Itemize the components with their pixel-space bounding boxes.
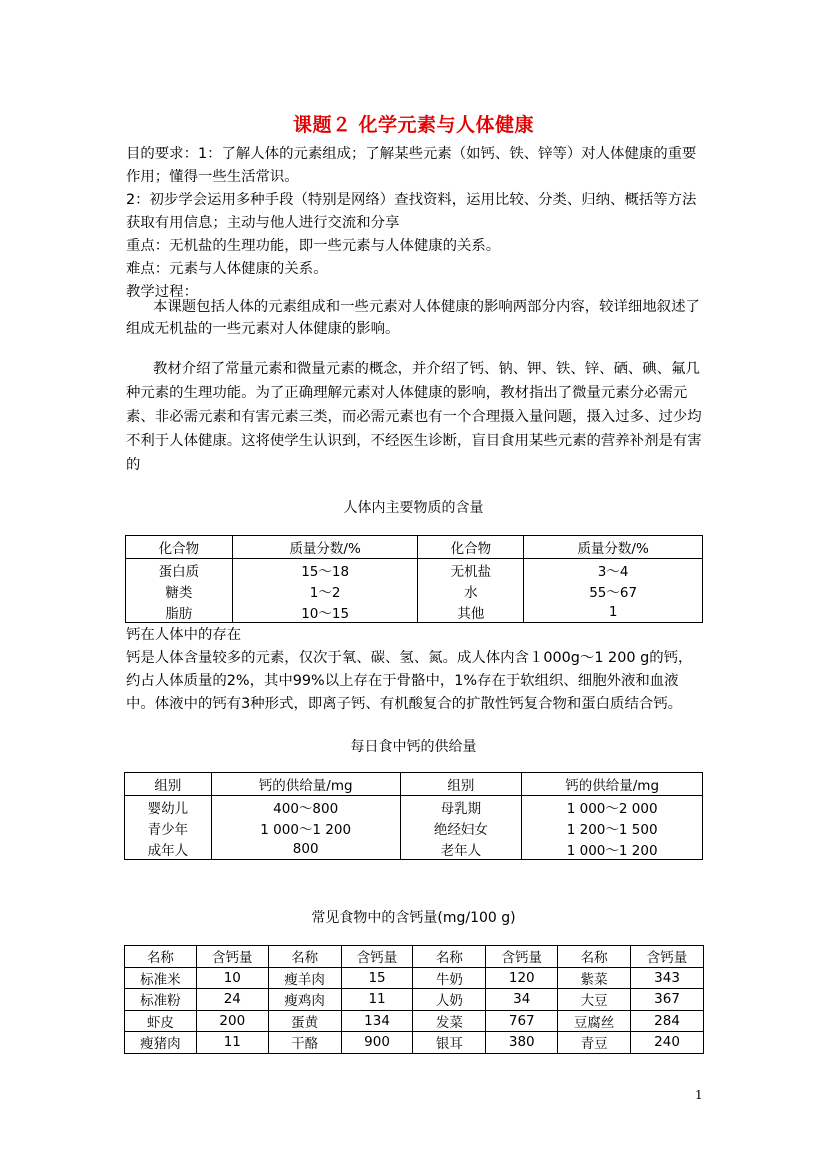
- header-cell: 钙的供给量/mg: [211, 773, 400, 796]
- food-calcium-table: [124, 945, 704, 1054]
- header-cell: 含钙量: [341, 946, 413, 968]
- table-cell: 其他: [418, 601, 524, 623]
- goal-2: 2：初步学会运用多种手段（特别是网络）查找资料，运用比较、分类、归纳、概括等方法获取有用信息；主动与他人进行交流和分享: [126, 192, 697, 231]
- table-cell: 1～2: [232, 580, 418, 601]
- header-cell: 名称: [558, 946, 631, 968]
- table-cell: 水: [418, 580, 524, 601]
- table-cell: 15～18: [232, 559, 418, 581]
- table-cell: 人奶: [413, 989, 486, 1011]
- table-cell: 1 000～2 000: [522, 796, 703, 818]
- table-row: [125, 1032, 704, 1054]
- table-cell: 400～800: [211, 796, 400, 818]
- table-cell: 牛奶: [413, 967, 486, 989]
- table-cell: 瘦猪肉: [125, 1032, 197, 1054]
- table-cell: 成年人: [125, 838, 212, 860]
- table-cell: 发菜: [413, 1010, 486, 1032]
- table1-caption: 人体内主要物质的含量: [343, 500, 484, 516]
- table-row: [126, 580, 703, 601]
- table-cell: 银耳: [413, 1032, 486, 1054]
- goal-1: 目的要求：1：了解人体的元素组成；了解某些元素（如钙、铁、锌等）对人体健康的重要作用；懂得一些生活常识。: [126, 146, 697, 185]
- table-cell: 10～15: [232, 601, 418, 623]
- table-cell: 脂肪: [126, 601, 233, 623]
- table-cell: 蛋白质: [126, 559, 233, 581]
- page-number: 1: [695, 1088, 703, 1102]
- table-header-row: [125, 946, 704, 968]
- table-cell: 1 200～1 500: [522, 817, 703, 838]
- table-cell: 标准粉: [125, 989, 197, 1011]
- table-row: [125, 1010, 704, 1032]
- header-cell: 钙的供给量/mg: [522, 773, 703, 796]
- table-cell: 284: [631, 1010, 704, 1032]
- table-cell: 200: [196, 1010, 268, 1032]
- table-header-row: [126, 536, 703, 559]
- table-cell: 干酪: [268, 1032, 341, 1054]
- table-cell: 134: [341, 1010, 413, 1032]
- table-cell: 800: [211, 838, 400, 860]
- intro-paragraph: 本课题包括人体的元素组成和一些元素对人体健康的影响两部分内容，较详细地叙述了组成无机盐的一些元素对人体健康的影响。: [126, 299, 700, 337]
- table-cell: 34: [486, 989, 558, 1011]
- header-cell: 名称: [413, 946, 486, 968]
- table-cell: 婴幼儿: [125, 796, 212, 818]
- header-cell: 含钙量: [631, 946, 704, 968]
- table-cell: 糖类: [126, 580, 233, 601]
- header-cell: 质量分数/%: [232, 536, 418, 559]
- header-cell: 组别: [400, 773, 522, 796]
- table-cell: 青少年: [125, 817, 212, 838]
- table-cell: 标准米: [125, 967, 197, 989]
- page-title: 课题２ 化学元素与人体健康: [292, 114, 535, 136]
- table-row: [125, 817, 703, 838]
- calcium-heading: 钙在人体中的存在: [126, 627, 242, 643]
- table2-caption: 每日食中钙的供给量: [350, 739, 477, 755]
- table-cell: 343: [631, 967, 704, 989]
- table-cell: 367: [631, 989, 704, 1011]
- header-cell: 化合物: [418, 536, 524, 559]
- table-header-row: [125, 773, 703, 796]
- table-cell: 240: [631, 1032, 704, 1054]
- table-cell: 55～67: [524, 580, 703, 601]
- table-cell: 青豆: [558, 1032, 631, 1054]
- table-row: [125, 989, 704, 1011]
- header-cell: 含钙量: [486, 946, 558, 968]
- header-cell: 含钙量: [196, 946, 268, 968]
- table-cell: 紫菜: [558, 967, 631, 989]
- table-cell: 母乳期: [400, 796, 522, 818]
- table-cell: 900: [341, 1032, 413, 1054]
- difficulty-line: 难点：元素与人体健康的关系。: [126, 261, 328, 277]
- table-row: [125, 796, 703, 818]
- table-cell: 11: [196, 1032, 268, 1054]
- table-cell: 豆腐丝: [558, 1010, 631, 1032]
- header-cell: 组别: [125, 773, 212, 796]
- table-cell: 瘦鸡肉: [268, 989, 341, 1011]
- table-row: [126, 601, 703, 623]
- table-cell: 380: [486, 1032, 558, 1054]
- table-cell: 15: [341, 967, 413, 989]
- header-cell: 质量分数/%: [524, 536, 703, 559]
- table-cell: 瘦羊肉: [268, 967, 341, 989]
- table-cell: 24: [196, 989, 268, 1011]
- table-cell: 11: [341, 989, 413, 1011]
- table-row: [125, 967, 704, 989]
- table-cell: 10: [196, 967, 268, 989]
- table-cell: 3～4: [524, 559, 703, 581]
- table-row: [126, 559, 703, 581]
- process-heading: 教学过程：: [126, 284, 198, 300]
- calcium-supply-table: [124, 772, 703, 860]
- table-cell: 1 000～1 200: [522, 838, 703, 860]
- table-cell: 无机盐: [418, 559, 524, 581]
- header-cell: 化合物: [126, 536, 233, 559]
- table-cell: 120: [486, 967, 558, 989]
- table-cell: 1: [524, 601, 703, 623]
- table-row: [125, 838, 703, 860]
- composition-table: [125, 535, 703, 623]
- table-cell: 767: [486, 1010, 558, 1032]
- table3-caption: 常见食物中的含钙量(mg/100 g): [311, 910, 516, 926]
- table-cell: 老年人: [400, 838, 522, 860]
- focus-line: 重点：无机盐的生理功能，即一些元素与人体健康的关系。: [126, 238, 501, 254]
- material-paragraph: 教材介绍了常量元素和微量元素的概念，并介绍了钙、钠、钾、铁、锌、硒、碘、氟几种元素的生理功能。为了正确理解元素对人体健康的影响，教材指出了微量元素分必需元素、非必需元素和有害元素三类，而必需元素也有一个合理摄入量问题，摄入过多、过少均不利于人体健康。这将使学生认识到，不经医生诊断，盲目食用某些元素的营养补剂是有害的: [126, 361, 702, 473]
- calcium-paragraph: 钙是人体含量较多的元素，仅次于氧、碳、氢、氮。成人体内含１000g～1 200 g的钙，约占人体质量的2%，其中99%以上存在于骨骼中，1%存在于软组织、细胞外液和血液中。体液中的钙有3种形式，即离子钙、有机酸复合的扩散性钙复合物和蛋白质结合钙。: [126, 650, 693, 712]
- header-cell: 名称: [268, 946, 341, 968]
- table-cell: 蛋黄: [268, 1010, 341, 1032]
- table-cell: 绝经妇女: [400, 817, 522, 838]
- table-cell: 大豆: [558, 989, 631, 1011]
- header-cell: 名称: [125, 946, 197, 968]
- table-cell: 1 000～1 200: [211, 817, 400, 838]
- table-cell: 虾皮: [125, 1010, 197, 1032]
